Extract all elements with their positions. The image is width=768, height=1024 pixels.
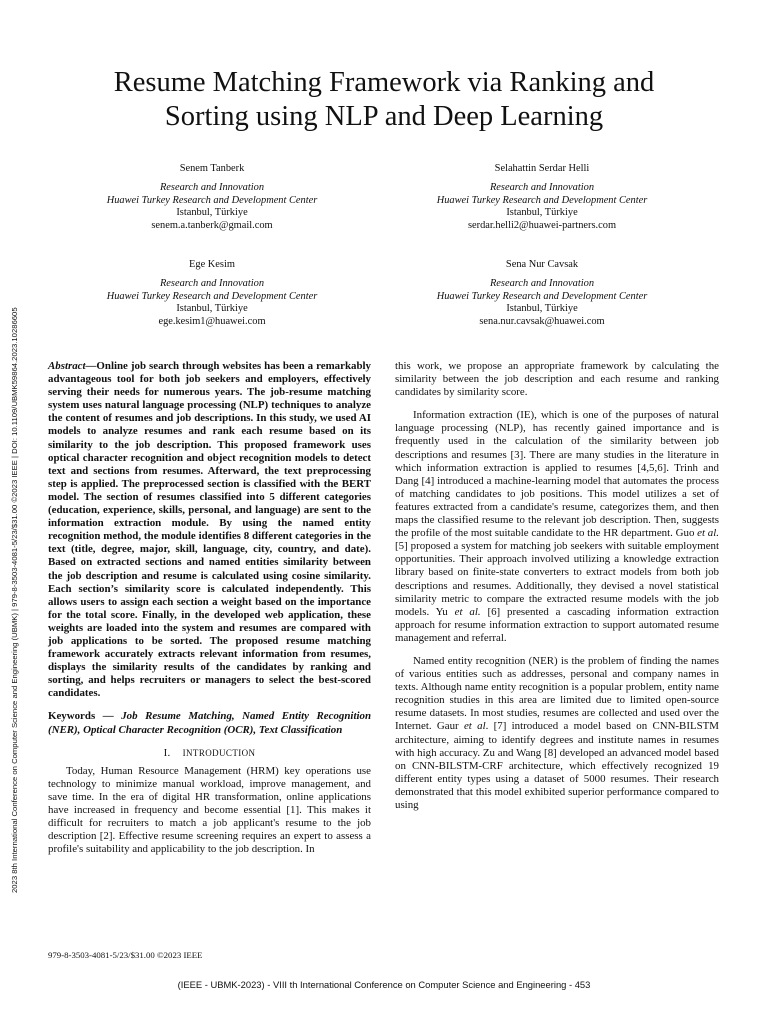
right-paragraph-1: this work, we propose an appropriate framework by calculating the similarity between the job description and each resume and ranking candidates by similarity score. [395,360,719,399]
copyright-notice: 979-8-3503-4081-5/23/$31.00 ©2023 IEEE [48,950,203,960]
keywords-body: Job Resume Matching, Named Entity Recognition (NER), Optical Character Recognition (OCR), Text Classification [48,710,371,736]
author-block-1 [62,163,362,232]
author-dept: Research and Innovation [159,182,265,194]
author-org: Huawei Turkey Research and Development Center [436,290,648,302]
author-name: Selahattin Serdar Helli [494,163,590,174]
abstract [48,360,371,700]
author-block-3 [62,259,362,328]
right-column [395,360,719,822]
author-dept: Research and Innovation [159,278,265,290]
author-email: ege.kesim1@huawei.com [158,315,266,327]
page-footer: (IEEE - UBMK-2023) - VIII th International Conference on Computer Science and Engineering - 453 [177,979,591,990]
author-name: Ege Kesim [189,259,235,270]
right-paragraph-3: Named entity recognition (NER) is the problem of finding the names of various entities such as addresses, personal and company names in texts. Although name entity recognition is a popular problem, entity name recognition studies in this area are limited due to limited open-source resume datasets. In most studies, resumes are collected and used over the Internet. Gaur et al. [7] introduced a model based on CNN-BILSTM architecture, aiming to identify degrees and institute names in resumes with high accuracy. Zu and Wang [8] developed an advanced model based on CNN-BILSTM-CRF architecture, which effectively recognized 19 different entity types using a dataset of 5000 resumes. Their research demonstrated that this model exhibited superior performance compared to using [395,654,719,811]
author-block-2 [392,163,692,232]
author-city: Istanbul, Türkiye [506,303,578,315]
author-name: Sena Nur Cavsak [505,259,579,270]
section-number: I. [163,746,171,759]
keywords [48,710,371,736]
author-email: sena.nur.cavsak@huawei.com [479,315,605,327]
author-block-4 [392,259,692,328]
author-city: Istanbul, Türkiye [506,207,578,219]
author-name: Senem Tanberk [179,163,245,174]
section-title: INTRODUCTION [182,747,256,758]
abstract-lead: Abstract [48,360,86,372]
author-email: senem.a.tanberk@gmail.com [151,219,273,231]
author-city: Istanbul, Türkiye [176,207,248,219]
left-column [48,360,371,866]
intro-paragraph: Today, Human Resource Management (HRM) key operations use technology to minimize manual workload, improve management, and save time. In the era of digital HR transformation, online applications have increased in frequency and become essential [1]. This makes it difficult for recruiters to match a job applicant's resume to the job description [2]. Effective resume screening requires an expert to assess a profile's suitability and applicability to the job description. In [48,764,371,856]
author-dept: Research and Innovation [489,278,595,290]
author-city: Istanbul, Türkiye [176,303,248,315]
author-email: serdar.helli2@huawei-partners.com [467,219,617,231]
title-line-2: Sorting using NLP and Deep Learning [164,101,604,132]
paper-title [40,66,728,134]
title-line-1: Resume Matching Framework via Ranking and [113,67,655,98]
author-dept: Research and Innovation [489,182,595,194]
abstract-body: —Online job search through websites has been a remarkably advantageous tool for both job seekers and employers, effectively serving their needs for numerous years. The job-resume matching system uses natural language processing (NLP) techniques to analyze the content of resumes and job descriptions. In this study, we used AI models to analyze resumes and rank each resume based on its similarity to the job description. This proposed framework uses optical character recognition and object recognition models to detect text and sections from resumes. Afterward, the text preprocessing step is applied. The preprocessed section is classified with the BERT model. The section of resumes classified into 5 different categories (education, experience, skills, personal, and language) are sent to the information extraction module. By using the named entity recognition method, the module identifies 8 different categories in the text (title, degree, major, skill, language, city, country, and date). Based on extracted sections and named entities similarity between the job description and resume is calculated using cosine similarity. Each section’s similarity score is calculated independently. This allows users to assign each section a weight based on the importance for the total score. Finally, in the developed web application, these weights are loaded into the system and resumes are compared with job applications to be sorted. The proposed resume matching framework accurately extracts relevant information from resumes, displays the similarity results of the candidates by ranking and sorting, and helps recruiters or managers to select the best-scored candidates. [48,360,371,700]
author-org: Huawei Turkey Research and Development Center [106,194,318,206]
author-org: Huawei Turkey Research and Development Center [436,194,648,206]
right-paragraph-2: Information extraction (IE), which is one of the purposes of natural language processing (NLP), has recently gained importance and is frequently used in the calculation of the similarity between job descriptions and resumes [3]. There are many studies in the literature in which information extraction is applied to resumes [4,5,6]. Trinh and Dang [4] introduced a machine-learning model that automates the process of matching candidates to job positions. This model utilizes a set of features extracted from a candidate's resume, categorizes them, and then maps the classified resume to the relevant job description. Then, suggests the profile of the most suitable candidate to the HR department. Guo et al. [5] proposed a system for matching job seekers with suitable employment opportunities. Their approach involved utilizing a knowledge extraction library based on finite-state converters to extract models from both job descriptions and resumes. Additionally, they devised a novel statistical similarity metric to compare the extracted resume models with the job models. Yu et al. [6] presented a cascading information extraction approach for resume information extraction to support automated resume management and referral. [395,409,720,644]
side-doi-text: 2023 8th International Conference on Computer Science and Engineering (UBMK) | 979-8-3503-4081-5/23/$31.00 ©2023 IEEE | DOI: 10.1109/UBMK59864.2023.10286605 [10,307,19,893]
section-heading [48,747,371,760]
keywords-lead: Keywords — [48,710,122,723]
author-org: Huawei Turkey Research and Development Center [106,290,318,302]
